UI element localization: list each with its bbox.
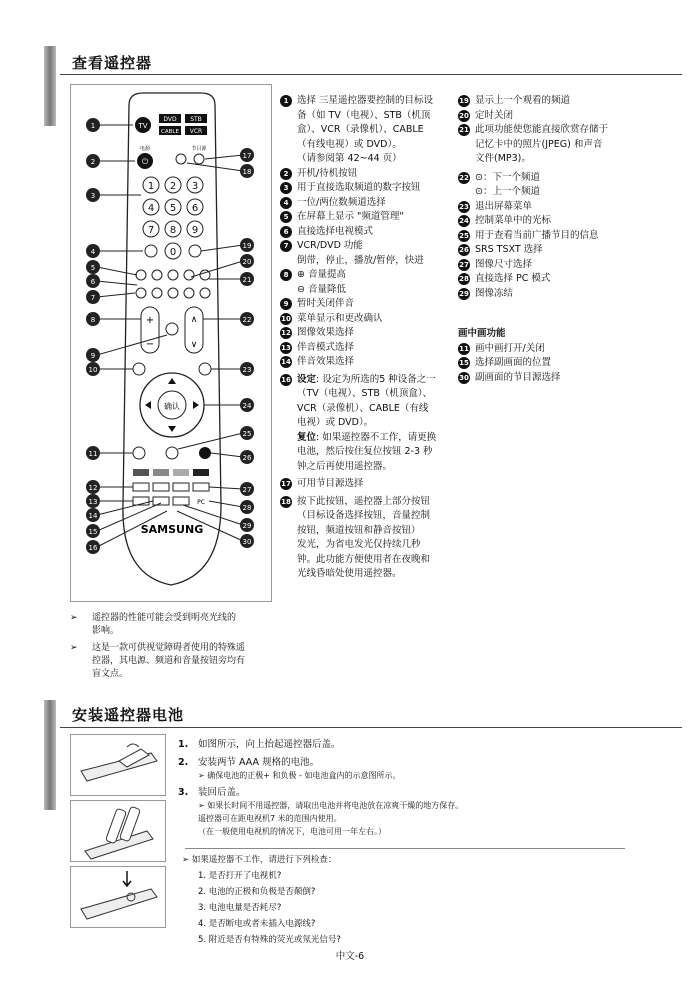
digit-4: 4 (147, 203, 155, 214)
list-item (458, 229, 658, 244)
battery-illustration-3 (70, 866, 166, 928)
item-text: 暂时关闭伴音 (297, 298, 355, 309)
callout-9: 9 (90, 352, 96, 360)
item-text: 退出屏幕菜单 (475, 200, 533, 212)
item-number: 25 (459, 231, 469, 240)
digit-5: 5 (169, 203, 177, 214)
item-text: ⊙：下一个频道 ⊙：上一个频道 (475, 171, 540, 197)
battery-illustration-1 (70, 734, 166, 796)
item-text: 可用节目源选择 (297, 478, 364, 489)
list-item (458, 342, 658, 357)
enter-label: 确认 (164, 402, 180, 411)
callout-15: 15 (88, 528, 98, 536)
arrow-icon: ➢ (70, 613, 78, 623)
list-item (280, 196, 460, 211)
section-title-remote: 查看遥控器 (72, 54, 153, 72)
note-braille (70, 642, 280, 681)
item-text: 用于直接选取频道的数字按钮 (297, 182, 421, 193)
step-number: 3. (178, 787, 189, 798)
item-text: 选择副画面的位置 (475, 357, 552, 368)
callout-28: 28 (242, 504, 252, 512)
list-item-setup (280, 373, 460, 475)
callout-10: 10 (88, 366, 98, 374)
note-brightness (70, 612, 270, 638)
section-sidebar-bar (44, 700, 56, 810)
list-item (280, 239, 460, 268)
list-item (458, 371, 658, 386)
list-item (280, 495, 460, 582)
digit-1: 1 (147, 181, 155, 192)
callout-24: 24 (242, 402, 252, 410)
remote-illustration (70, 84, 272, 602)
reset-text: : 如果遥控器不工作，请更换 电池，然后按住复位按钮 2-3 秒 钟之后再使用遥控器。 (297, 431, 437, 472)
callout-8: 8 (90, 316, 96, 324)
callout-4: 4 (90, 248, 96, 256)
remote-drawing (71, 85, 271, 601)
battery-step-3 (178, 786, 463, 838)
item-number: 20 (459, 111, 469, 120)
divider (185, 848, 625, 849)
callout-25: 25 (242, 430, 252, 438)
pip-title: 画中画功能 (458, 328, 506, 339)
list-item (458, 109, 658, 124)
item-number: 24 (459, 217, 469, 225)
item-text: 控制菜单中的光标 (475, 215, 552, 226)
item-text: 画中画打开/关闭 (475, 342, 545, 354)
item-text: 直接选择 PC 模式 (475, 273, 551, 284)
item-text: 在屏幕上显示 "频道管理" (297, 211, 404, 222)
list-item (458, 123, 658, 167)
item-text: 菜单显示和更改确认 (297, 312, 383, 324)
callout-18: 18 (242, 168, 252, 176)
callout-11: 11 (88, 450, 98, 458)
item-number: 11 (459, 344, 469, 353)
item-text: 伴音模式选择 (297, 341, 355, 353)
list-item (280, 297, 460, 312)
item-text: 定时关闭 (475, 109, 514, 121)
item-text: 显示上一个观看的频道 (475, 95, 571, 106)
list-item (280, 268, 460, 297)
tv-button-label: TV (138, 122, 148, 130)
item-number: 14 (281, 358, 291, 366)
svg-text:+: + (145, 315, 155, 326)
src-stb: STB (190, 116, 202, 123)
item-number: 7 (280, 240, 292, 252)
callout-14: 14 (88, 512, 98, 520)
item-number: 18 (281, 497, 291, 506)
list-item (458, 287, 658, 302)
src-vcr: VCR (189, 128, 203, 135)
list-item (280, 210, 460, 225)
item-text: 开机/待机按钮 (297, 167, 358, 179)
list-item (458, 214, 658, 229)
item-number: 22 (459, 173, 469, 182)
list-item (280, 341, 460, 356)
arrow-icon: ➢ (70, 643, 78, 653)
svg-text:−: − (145, 339, 155, 350)
callout-22: 22 (242, 316, 252, 324)
item-text: 一位/两位数频道选择 (297, 196, 386, 208)
item-text: 此项功能使您能直接欣赏存储于 记忆卡中的照片(JPEG) 和声音 文件(MP3)。 (475, 124, 609, 164)
note-text: 遥控器的性能可能会受到明亮光线的 影响。 (92, 613, 237, 636)
section-title-battery: 安装遥控器电池 (72, 706, 185, 724)
callout-21: 21 (242, 276, 252, 284)
item-text: 选择 三星遥控器要控制的目标设 备（如 TV（电视）、STB（机顶 盒）、VCR（录像机）、CABLE （有线电视）或 DVD）。 （请参阅第 42~44 页） (297, 95, 434, 164)
feature-list-col1 (280, 94, 460, 582)
step-subnote: ➢ 如果长时间不用遥控器，请取出电池并将电池放在凉爽干燥的地方保存。 遥控器可在距电视机7 米的范围内使用。 （在一般使用电视机的情况下，电池可用一年左右。） (198, 801, 464, 836)
callout-1: 1 (90, 122, 96, 130)
digit-8: 8 (169, 225, 177, 236)
title-rule (60, 74, 682, 75)
battery-illustration-2 (70, 800, 166, 862)
item-text: 副画面的节目源选择 (475, 371, 561, 383)
section-sidebar-bar (44, 46, 56, 126)
callout-19: 19 (242, 242, 252, 250)
item-number: 8 (280, 269, 292, 281)
step-number: 1. (178, 739, 189, 750)
item-text: 按下此按钮，遥控器上部分按钮 （目标设备选择按钮，音量控制 按钮，频道按钮和静音按钮） 发光，为省电发光仅持续几秒 钟。此功能方便使用者在夜晚和 光线昏暗处使用遥控器。 (297, 495, 431, 579)
feature-list-col2 (458, 94, 658, 385)
list-item (280, 181, 460, 196)
digit-6: 6 (191, 203, 199, 214)
callout-5: 5 (90, 264, 96, 272)
list-item (280, 94, 460, 167)
pc-label: PC (197, 499, 205, 506)
callout-30: 30 (242, 538, 252, 546)
list-item (280, 225, 460, 240)
digit-9: 9 (191, 225, 199, 236)
remote-back-cover-icon (71, 735, 165, 795)
list-item (280, 167, 460, 182)
svg-text:⏻: ⏻ (141, 157, 149, 166)
callout-7: 7 (90, 294, 96, 302)
item-text: ⊕ 音量提高 ⊖ 音量降低 (297, 269, 346, 295)
list-item (458, 258, 658, 273)
item-number: 17 (281, 480, 291, 488)
digit-7: 7 (147, 225, 155, 236)
callout-3: 3 (90, 192, 96, 200)
power-label: 电源 (139, 146, 151, 152)
step-text: 如图所示，向上抬起遥控器后盖。 (198, 739, 341, 750)
item-number: 27 (459, 260, 469, 269)
item-number: 6 (280, 226, 292, 238)
step-text: 装回后盖。 (198, 787, 246, 798)
callout-26: 26 (242, 454, 252, 462)
battery-step-1 (178, 738, 341, 751)
callout-29: 29 (242, 522, 252, 530)
note-text: 这是一款可供视觉障碍者使用的特殊遥 控器，其电源、频道和音量按钮旁均有 盲文点。 (92, 643, 246, 679)
item-text: 伴音效果选择 (297, 356, 355, 367)
page-number: 中文-6 (335, 951, 365, 962)
step-subnote: ➢ 确保电池的正极+ 和负极 - 如电池盒内的示意图所示。 (198, 771, 401, 780)
item-text: 图像尺寸选择 (475, 258, 533, 270)
callout-16: 16 (88, 544, 98, 552)
item-number: 13 (281, 343, 291, 352)
digit-2: 2 (169, 181, 177, 192)
samsung-logo: SAMSUNG (140, 523, 204, 536)
item-text: 用于查看当前广播节目的信息 (475, 229, 599, 241)
item-text: SRS TSXT 选择 (475, 244, 543, 255)
item-text: 直接选择电视模式 (297, 225, 374, 237)
list-item (280, 355, 460, 370)
list-item (458, 272, 658, 287)
item-number: 4 (280, 197, 292, 209)
reset-label: 复位 (297, 431, 317, 443)
list-item (280, 326, 460, 341)
item-number: 29 (459, 289, 469, 298)
list-item (458, 243, 658, 258)
item-number: 30 (459, 373, 469, 382)
item-number: 26 (459, 246, 469, 254)
step-number: 2. (178, 757, 189, 768)
setup-label: 设定 (297, 373, 317, 385)
src-dvd: DVD (163, 116, 177, 123)
check-item: 2. 电池的正极和负极是否颠倒? (198, 887, 316, 897)
item-number: 9 (280, 298, 292, 310)
item-number: 3 (280, 182, 292, 194)
item-number: 21 (459, 126, 469, 134)
item-number: 15 (459, 359, 469, 367)
list-item (458, 200, 658, 215)
list-item (458, 171, 658, 200)
src-cable: CABLE (161, 129, 179, 135)
item-number: 23 (459, 202, 469, 211)
item-number: 1 (280, 95, 292, 107)
list-item (280, 312, 460, 327)
callout-13: 13 (88, 498, 98, 506)
item-number: 19 (459, 97, 469, 105)
callout-17: 17 (242, 152, 252, 160)
check-item: 4. 是否断电或者未插入电源线? (198, 919, 316, 929)
check-item: 3. 电池电量是否耗尽? (198, 903, 282, 913)
check-item: 1. 是否打开了电视机? (198, 871, 282, 881)
title-rule (60, 727, 682, 728)
item-number: 10 (281, 314, 291, 323)
callout-6: 6 (90, 278, 96, 286)
list-item (280, 477, 460, 492)
item-number: 5 (280, 211, 292, 223)
cover-close-icon (71, 867, 165, 927)
check-item: 5. 附近是否有特殊的荧光或氖光信号? (198, 935, 341, 945)
item-number: 2 (280, 168, 292, 180)
item-text: VCR/DVD 功能 倒带，停止，播放/暂停，快进 (297, 240, 424, 266)
callout-23: 23 (242, 366, 252, 374)
item-number: 16 (281, 375, 291, 384)
callout-2: 2 (90, 158, 96, 166)
item-number: 28 (459, 275, 469, 283)
list-item (458, 94, 658, 109)
step-text: 安装两节 AAA 规格的电池。 (198, 757, 320, 768)
callout-20: 20 (242, 258, 252, 266)
callout-27: 27 (242, 486, 252, 494)
list-item (458, 356, 658, 371)
setup-text: : 设定为所选的5 种设备之一 （TV（电视）、STB（机顶盒）、 VCR（录像机）、CABLE（有线 电视）或 DVD）。 (297, 373, 436, 428)
item-number: 12 (281, 329, 291, 337)
item-text: 图像效果选择 (297, 327, 355, 338)
battery-insert-icon (71, 801, 165, 861)
item-text: 图像冻结 (475, 287, 514, 299)
digit-3: 3 (191, 181, 199, 192)
prog-label: 节目源 (191, 146, 207, 152)
svg-text:∨: ∨ (190, 340, 198, 350)
svg-text:∧: ∧ (190, 315, 198, 325)
digit-0: 0 (169, 247, 177, 258)
check-intro: ➢ 如果遥控器不工作，请进行下列检查： (182, 855, 337, 865)
battery-step-2 (178, 756, 400, 782)
callout-12: 12 (88, 484, 98, 492)
